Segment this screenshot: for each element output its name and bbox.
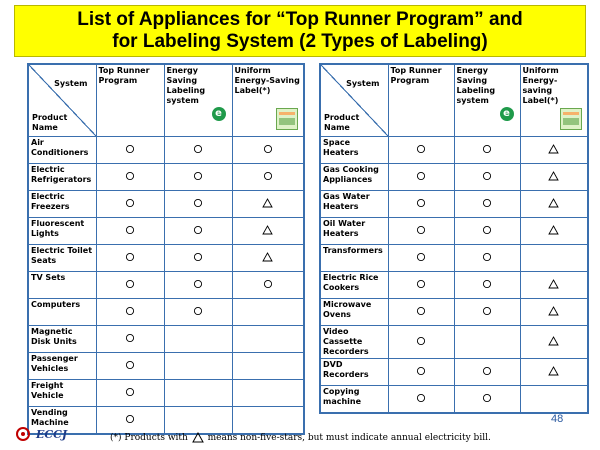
circle-mark-cell <box>388 359 454 386</box>
circle-icon <box>193 171 203 181</box>
triangle-mark-cell <box>520 299 588 326</box>
circle-icon <box>193 198 203 208</box>
col-header-energy-saving <box>164 64 232 137</box>
circle-icon <box>125 306 135 316</box>
triangle-mark-cell <box>232 245 304 272</box>
left-table-body <box>28 137 304 435</box>
product-name-cell: Gas Cooking Appliances <box>320 164 388 191</box>
table-row <box>28 164 304 191</box>
circle-icon <box>416 366 426 376</box>
product-name-label: Product Name <box>324 113 360 132</box>
circle-icon <box>263 144 273 154</box>
table-row <box>320 326 588 359</box>
circle-mark-cell <box>164 164 232 191</box>
table-row <box>28 245 304 272</box>
circle-mark-cell <box>388 299 454 326</box>
circle-mark-cell <box>96 272 164 299</box>
col-header-energy-saving-text: Energy Saving Labeling system <box>456 66 496 105</box>
empty-cell <box>232 407 304 435</box>
circle-icon <box>416 225 426 235</box>
table-row <box>320 191 588 218</box>
table-row <box>28 353 304 380</box>
circle-icon <box>125 144 135 154</box>
table-row <box>320 359 588 386</box>
circle-icon <box>193 252 203 262</box>
circle-icon <box>193 306 203 316</box>
circle-mark-cell <box>388 137 454 164</box>
col-header-top-runner: Top Runner Program <box>388 64 454 137</box>
triangle-mark-cell <box>520 137 588 164</box>
product-name-cell: Computers <box>28 299 96 326</box>
empty-cell <box>520 386 588 414</box>
triangle-icon <box>548 225 559 235</box>
empty-cell <box>520 245 588 272</box>
table-row <box>28 380 304 407</box>
circle-mark-cell <box>96 380 164 407</box>
col-header-uniform-text: Uniform Energy-Saving Label(*) <box>234 66 300 95</box>
table-row <box>28 137 304 164</box>
circle-icon <box>125 279 135 289</box>
circle-mark-cell <box>164 191 232 218</box>
uniform-label-icon <box>560 108 582 130</box>
footnote-suffix: means non-five-stars, but must indicate annual electricity bill. <box>207 433 491 443</box>
product-name-cell: Air Conditioners <box>28 137 96 164</box>
empty-cell <box>232 326 304 353</box>
product-name-cell: Vending Machine <box>28 407 96 435</box>
circle-mark-cell <box>454 359 520 386</box>
product-name-cell: Copying machine <box>320 386 388 414</box>
table-row <box>28 407 304 435</box>
circle-icon <box>482 366 492 376</box>
product-name-cell: Space Heaters <box>320 137 388 164</box>
circle-icon <box>482 306 492 316</box>
circle-icon <box>416 171 426 181</box>
appliance-table-left <box>27 63 305 435</box>
circle-mark-cell <box>454 218 520 245</box>
table-row <box>28 272 304 299</box>
circle-icon <box>193 279 203 289</box>
product-name-cell: Oil Water Heaters <box>320 218 388 245</box>
circle-mark-cell <box>164 137 232 164</box>
table-row <box>320 272 588 299</box>
page-number: 48 <box>551 413 564 425</box>
circle-icon <box>482 225 492 235</box>
circle-mark-cell <box>454 386 520 414</box>
circle-icon <box>125 387 135 397</box>
table-row <box>28 218 304 245</box>
title-line-2: for Labeling System (2 Types of Labeling) <box>112 31 488 52</box>
footnote <box>110 432 491 443</box>
empty-cell <box>164 407 232 435</box>
circle-icon <box>416 336 426 346</box>
circle-icon <box>125 333 135 343</box>
empty-cell <box>164 326 232 353</box>
triangle-mark-cell <box>520 164 588 191</box>
header-row <box>28 64 304 137</box>
table-row <box>320 386 588 414</box>
slide-title <box>14 5 586 57</box>
circle-mark-cell <box>388 164 454 191</box>
triangle-icon <box>548 366 559 376</box>
triangle-icon <box>548 279 559 289</box>
e-mark-logo-icon: e <box>212 107 226 121</box>
circle-mark-cell <box>454 272 520 299</box>
circle-icon <box>482 144 492 154</box>
circle-mark-cell <box>388 191 454 218</box>
col-header-uniform-text: Uniform Energy-saving Label(*) <box>522 66 559 105</box>
product-name-cell: Fluorescent Lights <box>28 218 96 245</box>
product-name-cell: TV Sets <box>28 272 96 299</box>
empty-cell <box>164 353 232 380</box>
circle-icon <box>263 171 273 181</box>
triangle-icon <box>262 225 273 235</box>
circle-icon <box>263 279 273 289</box>
circle-icon <box>125 198 135 208</box>
triangle-icon <box>548 336 559 346</box>
table-row <box>28 299 304 326</box>
circle-mark-cell <box>96 326 164 353</box>
circle-mark-cell <box>454 191 520 218</box>
triangle-mark-cell <box>520 326 588 359</box>
product-name-cell: Transformers <box>320 245 388 272</box>
circle-icon <box>125 171 135 181</box>
triangle-mark-cell <box>520 218 588 245</box>
product-name-cell: Freight Vehicle <box>28 380 96 407</box>
col-header-top-runner: Top Runner Program <box>96 64 164 137</box>
triangle-icon <box>548 144 559 154</box>
e-mark-logo-icon: e <box>500 107 514 121</box>
circle-icon <box>416 306 426 316</box>
table-row <box>320 299 588 326</box>
product-name-cell: Electric Freezers <box>28 191 96 218</box>
col-header-energy-saving <box>454 64 520 137</box>
circle-icon <box>482 252 492 262</box>
col-header-energy-saving-text: Energy Saving Labeling system <box>166 66 206 105</box>
product-name-label: Product Name <box>32 113 68 132</box>
circle-mark-cell <box>96 164 164 191</box>
table-row <box>320 137 588 164</box>
table-row <box>28 191 304 218</box>
product-name-cell: DVD Recorders <box>320 359 388 386</box>
product-name-cell: Video Cassette Recorders <box>320 326 388 359</box>
circle-icon <box>416 393 426 403</box>
circle-icon <box>482 279 492 289</box>
triangle-icon <box>548 171 559 181</box>
corner-header <box>320 64 388 137</box>
circle-mark-cell <box>388 272 454 299</box>
triangle-icon <box>262 198 273 208</box>
triangle-icon <box>548 198 559 208</box>
circle-icon <box>416 252 426 262</box>
circle-mark-cell <box>96 299 164 326</box>
product-name-cell: Electric Rice Cookers <box>320 272 388 299</box>
circle-icon <box>193 225 203 235</box>
circle-mark-cell <box>454 299 520 326</box>
circle-mark-cell <box>232 137 304 164</box>
system-label: System <box>346 79 380 88</box>
circle-mark-cell <box>96 191 164 218</box>
empty-cell <box>454 326 520 359</box>
header-row <box>320 64 588 137</box>
circle-icon <box>193 144 203 154</box>
circle-mark-cell <box>388 386 454 414</box>
triangle-icon <box>262 252 273 262</box>
circle-icon <box>416 279 426 289</box>
title-line-1: List of Appliances for “Top Runner Program” and <box>77 9 523 30</box>
right-table-body <box>320 137 588 414</box>
circle-mark-cell <box>96 245 164 272</box>
circle-mark-cell <box>96 218 164 245</box>
circle-mark-cell <box>96 137 164 164</box>
circle-icon <box>125 225 135 235</box>
system-label: System <box>54 79 88 88</box>
empty-cell <box>232 380 304 407</box>
circle-mark-cell <box>96 407 164 435</box>
uniform-label-icon <box>276 108 298 130</box>
circle-icon <box>482 171 492 181</box>
circle-icon <box>125 252 135 262</box>
circle-icon <box>482 393 492 403</box>
table-row <box>320 245 588 272</box>
triangle-icon <box>548 306 559 316</box>
circle-mark-cell <box>454 245 520 272</box>
circle-mark-cell <box>232 272 304 299</box>
circle-mark-cell <box>232 164 304 191</box>
triangle-mark-cell <box>520 359 588 386</box>
circle-icon <box>416 198 426 208</box>
circle-mark-cell <box>164 218 232 245</box>
appliance-table-right <box>319 63 589 414</box>
circle-mark-cell <box>164 272 232 299</box>
empty-cell <box>164 380 232 407</box>
table-row <box>320 164 588 191</box>
circle-icon <box>482 198 492 208</box>
eccj-logo-icon <box>16 427 30 441</box>
circle-mark-cell <box>388 245 454 272</box>
product-name-cell: Electric Refrigerators <box>28 164 96 191</box>
circle-mark-cell <box>454 137 520 164</box>
product-name-cell: Gas Water Heaters <box>320 191 388 218</box>
triangle-mark-cell <box>232 191 304 218</box>
product-name-cell: Magnetic Disk Units <box>28 326 96 353</box>
empty-cell <box>232 299 304 326</box>
circle-icon <box>125 360 135 370</box>
triangle-mark-cell <box>520 191 588 218</box>
empty-cell <box>232 353 304 380</box>
circle-mark-cell <box>164 245 232 272</box>
footnote-prefix: (*) Products with <box>110 433 188 443</box>
corner-header <box>28 64 96 137</box>
table-row <box>320 218 588 245</box>
col-header-uniform <box>520 64 588 137</box>
circle-icon <box>416 144 426 154</box>
col-header-uniform <box>232 64 304 137</box>
product-name-cell: Passenger Vehicles <box>28 353 96 380</box>
circle-icon <box>125 414 135 424</box>
product-name-cell: Electric Toilet Seats <box>28 245 96 272</box>
triangle-mark-cell <box>232 218 304 245</box>
table-row <box>28 326 304 353</box>
eccj-logo-text: ECCJ <box>36 428 68 441</box>
triangle-icon <box>192 432 204 443</box>
product-name-cell: Microwave Ovens <box>320 299 388 326</box>
circle-mark-cell <box>388 326 454 359</box>
circle-mark-cell <box>96 353 164 380</box>
triangle-mark-cell <box>520 272 588 299</box>
circle-mark-cell <box>164 299 232 326</box>
circle-mark-cell <box>454 164 520 191</box>
circle-mark-cell <box>388 218 454 245</box>
